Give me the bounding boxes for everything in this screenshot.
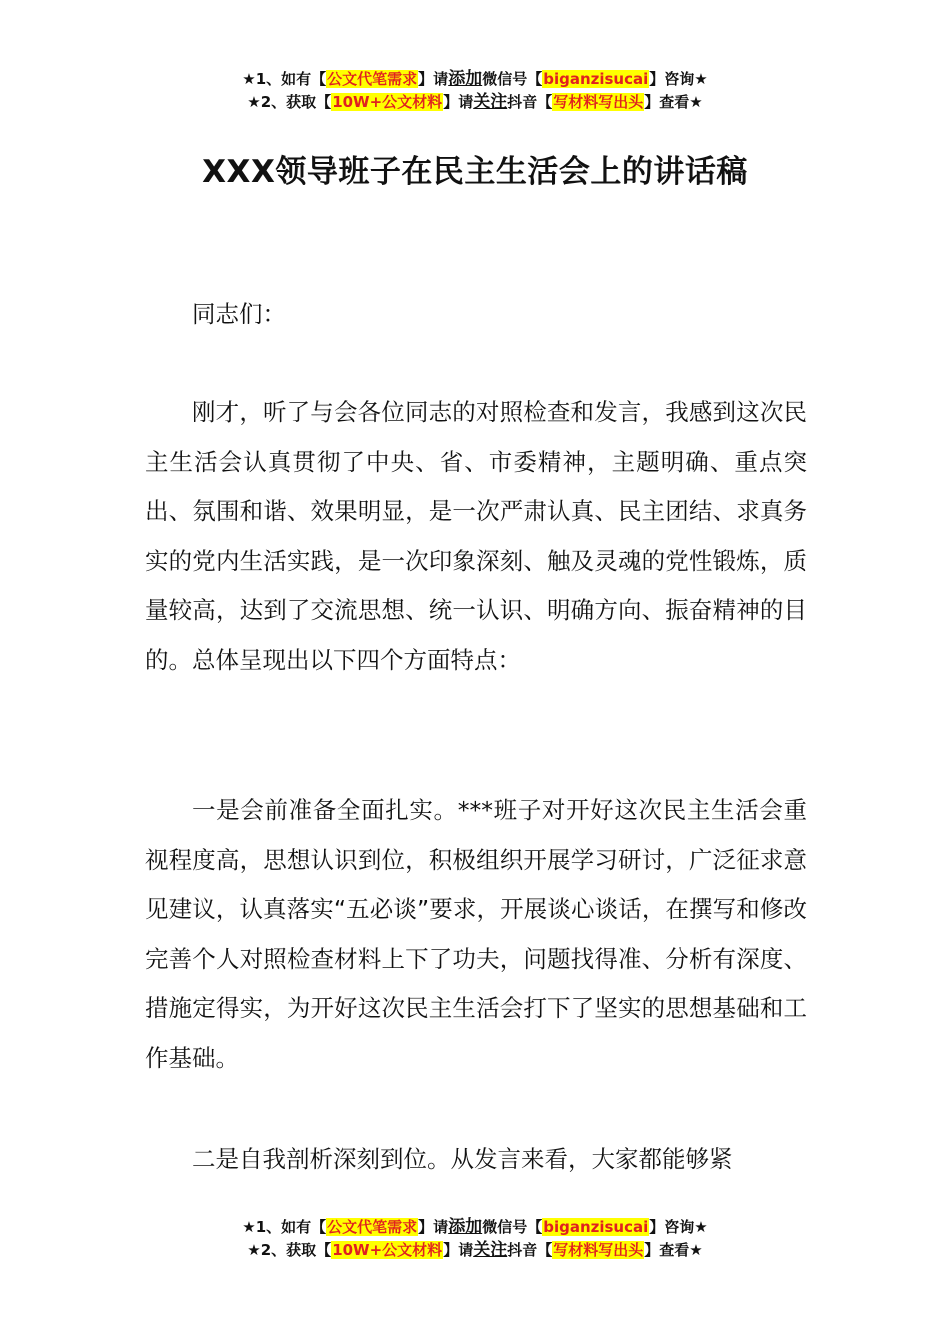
star-icon: ★ <box>242 70 256 88</box>
underlined-text: 关注 <box>473 92 508 112</box>
underlined-text: 添加 <box>448 1217 483 1237</box>
highlight-douyin: 写材料写出头 <box>553 93 644 111</box>
highlight-materials: 10W+公文材料 <box>332 93 443 111</box>
salutation: 同志们： <box>192 300 286 328</box>
star-icon: ★ <box>242 1218 256 1236</box>
banner-text: 抖音【 <box>507 93 553 111</box>
star-icon: ★ <box>247 1241 261 1259</box>
star-icon: ★ <box>247 93 261 111</box>
banner-text: 1、如有【 <box>255 70 327 88</box>
paragraph-3: 二是自我剖析深刻到位。从发言来看，大家都能够紧 <box>192 1145 733 1173</box>
banner-text: 2、获取【 <box>260 1241 332 1259</box>
banner-text: 微信号【 <box>482 1218 543 1236</box>
banner-text: 】查看 <box>644 1241 690 1259</box>
highlight-wechat-id: biganzisucai <box>543 70 649 88</box>
banner-text: 抖音【 <box>507 1241 553 1259</box>
banner-text: 】查看 <box>644 93 690 111</box>
highlight-service: 公文代笔需求 <box>327 1218 418 1236</box>
banner-line-2 <box>0 91 950 114</box>
banner-text: 】请 <box>418 1218 449 1236</box>
banner-text: 】咨询 <box>649 1218 695 1236</box>
banner-text: 】咨询 <box>649 70 695 88</box>
star-icon: ★ <box>694 70 708 88</box>
banner-text: 1、如有【 <box>255 1218 327 1236</box>
underlined-text: 关注 <box>473 1240 508 1260</box>
banner-text: 】请 <box>443 93 474 111</box>
banner-text: 微信号【 <box>482 70 543 88</box>
paragraph-2: 一是会前准备全面扎实。***班子对开好这次民主生活会重视程度高，思想认识到位，积极组织开展学习研讨，广泛征求意见建议，认真落实“五必谈”要求，开展谈心谈话，在撰写和修改完善个人对照检查材料上下了功夫，问题找得准、分析有深度、措施定得实，为开好这次民主生活会打下了坚实的思想基础和工作基础。 <box>145 796 807 1072</box>
star-icon: ★ <box>694 1218 708 1236</box>
highlight-materials: 10W+公文材料 <box>332 1241 443 1259</box>
underlined-text: 添加 <box>448 69 483 89</box>
banner-line-1 <box>0 1216 950 1239</box>
footer-banner <box>0 1216 950 1262</box>
paragraph-1: 刚才，听了与会各位同志的对照检查和发言，我感到这次民主生活会认真贯彻了中央、省、市委精神，主题明确、重点突出、氛围和谐、效果明显，是一次严肃认真、民主团结、求真务实的党内生活实践，是一次印象深刻、触及灵魂的党性锻炼，质量较高，达到了交流思想、统一认识、明确方向、振奋精神的目的。总体呈现出以下四个方面特点： <box>145 398 807 674</box>
banner-text: 2、获取【 <box>260 93 332 111</box>
banner-text: 】请 <box>418 70 449 88</box>
header-banner <box>0 68 950 114</box>
highlight-douyin: 写材料写出头 <box>553 1241 644 1259</box>
highlight-wechat-id: biganzisucai <box>543 1218 649 1236</box>
banner-line-2 <box>0 1239 950 1262</box>
star-icon: ★ <box>689 93 703 111</box>
highlight-service: 公文代笔需求 <box>327 70 418 88</box>
document-title: XXX领导班子在民主生活会上的讲话稿 <box>202 154 748 190</box>
banner-text: 】请 <box>443 1241 474 1259</box>
star-icon: ★ <box>689 1241 703 1259</box>
banner-line-1 <box>0 68 950 91</box>
